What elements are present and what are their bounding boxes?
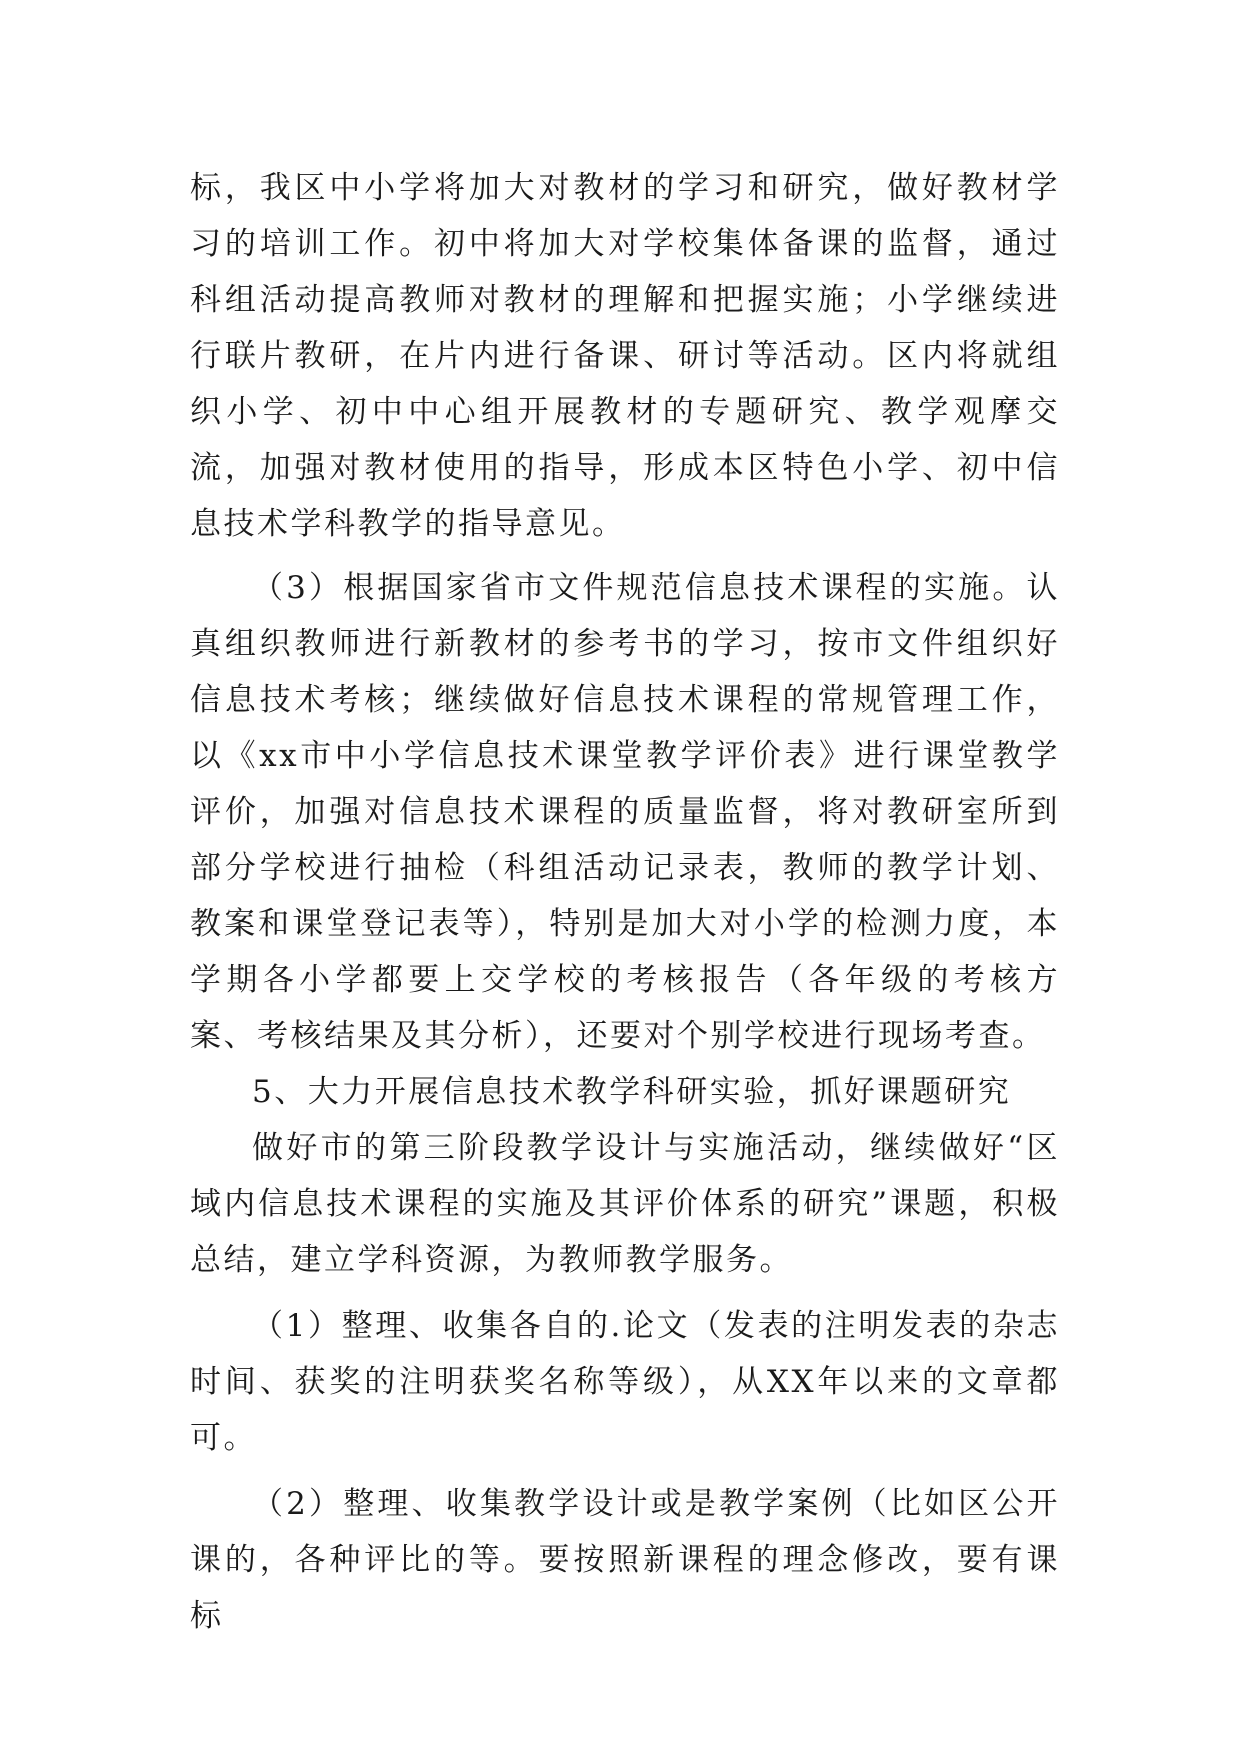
section-heading-5: 5、大力开展信息技术教学科研实验，抓好课题研究 <box>252 1074 1012 1110</box>
document-body <box>190 160 1060 1644</box>
paragraph-item-2: （2）整理、收集教学设计或是教学案例（比如区公开课的，各种评比的等。要按照新课程的理念修改，要有课标 <box>190 1486 1060 1634</box>
paragraph-continuation: 标，我区中小学将加大对教材的学习和研究，做好教材学习的培训工作。初中将加大对学校集体备课的监督，通过科组活动提高教师对教材的理解和把握实施；小学继续进行联片教研，在片内进行备课、研讨等活动。区内将就组织小学、初中中心组开展教材的专题研究、教学观摩交流，加强对教材使用的指导，形成本区特色小学、初中信息技术学科教学的指导意见。 <box>190 170 1060 542</box>
paragraph-item-1: （1）整理、收集各自的.论文（发表的注明发表的杂志时间、获奖的注明获奖名称等级），从XX年以来的文章都可。 <box>190 1308 1060 1456</box>
paragraph-research: 做好市的第三阶段教学设计与实施活动，继续做好“区域内信息技术课程的实施及其评价体系的研究”课题，积极总结，建立学科资源，为教师教学服务。 <box>190 1130 1060 1278</box>
paragraph-item-3: （3）根据国家省市文件规范信息技术课程的实施。认真组织教师进行新教材的参考书的学习，按市文件组织好信息技术考核；继续做好信息技术课程的常规管理工作，以《xx市中小学信息技术课堂教学评价表》进行课堂教学评价，加强对信息技术课程的质量监督，将对教研室所到部分学校进行抽检（科组活动记录表，教师的教学计划、教案和课堂登记表等），特别是加大对小学的检测力度，本学期各小学都要上交学校的考核报告（各年级的考核方案、考核结果及其分析），还要对个别学校进行现场考查。 <box>190 570 1060 1054</box>
